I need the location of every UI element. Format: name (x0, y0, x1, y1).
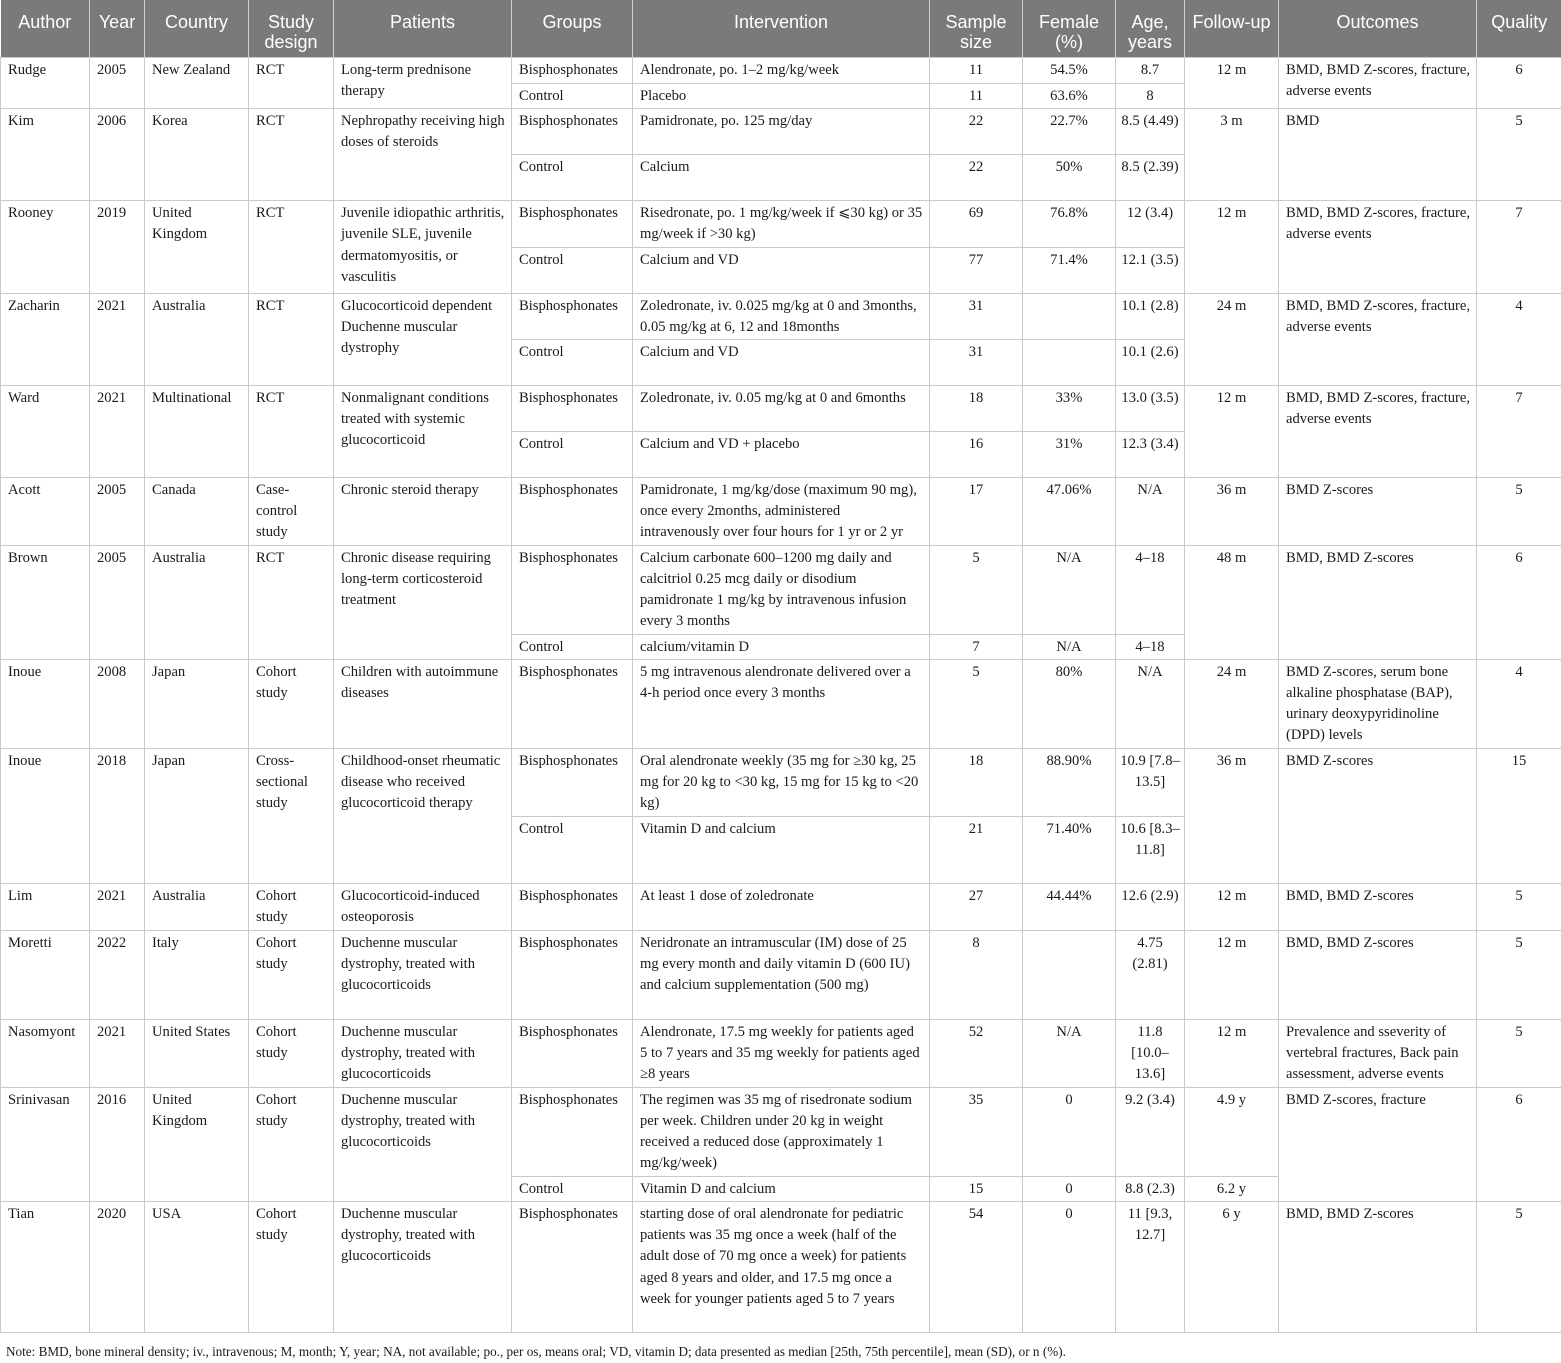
age-cell: 8.5 (4.49) (1116, 109, 1185, 155)
group-cell: Control (512, 84, 633, 109)
column-header: Author (1, 0, 90, 58)
group-cell: Bisphosphonates (512, 201, 633, 247)
followup-cell: 4.9 y (1185, 1087, 1279, 1176)
design-cell: Cohort study (249, 883, 334, 930)
followup-cell: 12 m (1185, 930, 1279, 1019)
patients-cell: Glucocorticoid dependent Duchenne muscular dystrophy (334, 293, 512, 385)
country-cell: United Kingdom (145, 1087, 249, 1201)
country-cell: New Zealand (145, 58, 249, 109)
age-cell: 4.75 (2.81) (1116, 930, 1185, 1019)
author-cell: Inoue (1, 659, 90, 748)
patients-cell: Nonmalignant conditions treated with systemic glucocorticoid (334, 386, 512, 478)
patients-cell: Duchenne muscular dystrophy, treated with glucocorticoids (334, 930, 512, 1019)
intervention-cell: Risedronate, po. 1 mg/kg/week if ⩽30 kg) or 35 mg/week if >30 kg) (633, 201, 930, 247)
column-header: Follow-up (1185, 0, 1279, 58)
country-cell: United Kingdom (145, 201, 249, 293)
sample-size-cell: 54 (930, 1202, 1023, 1333)
year-cell: 2005 (90, 58, 145, 109)
followup-cell: 48 m (1185, 545, 1279, 659)
year-cell: 2005 (90, 545, 145, 659)
author-cell: Brown (1, 545, 90, 659)
design-cell: Cohort study (249, 930, 334, 1019)
followup-cell: 36 m (1185, 748, 1279, 883)
female-percent-cell (1023, 340, 1116, 386)
table-row (1, 1087, 1561, 1176)
quality-cell: 4 (1477, 293, 1561, 385)
female-percent-cell: 22.7% (1023, 109, 1116, 155)
followup-cell: 12 m (1185, 386, 1279, 478)
followup-cell: 12 m (1185, 883, 1279, 930)
group-cell: Bisphosphonates (512, 883, 633, 930)
group-cell: Control (512, 247, 633, 293)
year-cell: 2021 (90, 293, 145, 385)
group-cell: Bisphosphonates (512, 109, 633, 155)
design-cell: Cohort study (249, 1202, 334, 1333)
group-cell: Bisphosphonates (512, 478, 633, 546)
group-cell: Bisphosphonates (512, 659, 633, 748)
age-cell: 8.7 (1116, 58, 1185, 84)
country-cell: United States (145, 1019, 249, 1087)
quality-cell: 7 (1477, 201, 1561, 293)
author-cell: Inoue (1, 748, 90, 883)
column-header: Quality (1477, 0, 1561, 58)
year-cell: 2021 (90, 1019, 145, 1087)
column-header: Female (%) (1023, 0, 1116, 58)
outcomes-cell: BMD, BMD Z-scores, fracture, adverse events (1279, 201, 1477, 293)
intervention-cell: calcium/vitamin D (633, 634, 930, 659)
intervention-cell: Zoledronate, iv. 0.025 mg/kg at 0 and 3months, 0.05 mg/kg at 6, 12 and 18months (633, 293, 930, 339)
followup-cell: 24 m (1185, 293, 1279, 385)
female-percent-cell: N/A (1023, 545, 1116, 634)
country-cell: Korea (145, 109, 249, 201)
group-cell: Control (512, 816, 633, 883)
year-cell: 2019 (90, 201, 145, 293)
column-header: Study design (249, 0, 334, 58)
author-cell: Ward (1, 386, 90, 478)
intervention-cell: Pamidronate, po. 125 mg/day (633, 109, 930, 155)
quality-cell: 5 (1477, 883, 1561, 930)
outcomes-cell: BMD, BMD Z-scores (1279, 930, 1477, 1019)
sample-size-cell: 15 (930, 1176, 1023, 1201)
table-note: Note: BMD, bone mineral density; iv., intravenous; M, month; Y, year; NA, not available; po., per os, means oral; VD, vitamin D; data presented as median [25th, 75th percentile], mean (SD), or n (%). (6, 1344, 1066, 1359)
design-cell: RCT (249, 545, 334, 659)
group-cell: Control (512, 634, 633, 659)
sample-size-cell: 8 (930, 930, 1023, 1019)
quality-cell: 6 (1477, 1087, 1561, 1201)
patients-cell: Duchenne muscular dystrophy, treated with glucocorticoids (334, 1087, 512, 1201)
female-percent-cell: 0 (1023, 1176, 1116, 1201)
design-cell: RCT (249, 201, 334, 293)
quality-cell: 5 (1477, 1019, 1561, 1087)
year-cell: 2021 (90, 883, 145, 930)
age-cell: N/A (1116, 478, 1185, 546)
intervention-cell: 5 mg intravenous alendronate delivered over a 4-h period once every 3 months (633, 659, 930, 748)
sample-size-cell: 52 (930, 1019, 1023, 1087)
intervention-cell: Calcium and VD + placebo (633, 432, 930, 478)
age-cell: 9.2 (3.4) (1116, 1087, 1185, 1176)
group-cell: Bisphosphonates (512, 545, 633, 634)
sample-size-cell: 17 (930, 478, 1023, 546)
group-cell: Bisphosphonates (512, 386, 633, 432)
table-row (1, 293, 1561, 339)
design-cell: Case-control study (249, 478, 334, 546)
sample-size-cell: 22 (930, 109, 1023, 155)
author-cell: Zacharin (1, 293, 90, 385)
year-cell: 2018 (90, 748, 145, 883)
country-cell: Italy (145, 930, 249, 1019)
followup-cell: 12 m (1185, 1019, 1279, 1087)
sample-size-cell: 5 (930, 659, 1023, 748)
outcomes-cell: BMD, BMD Z-scores (1279, 545, 1477, 659)
design-cell: Cross-sectional study (249, 748, 334, 883)
intervention-cell: The regimen was 35 mg of risedronate sodium per week. Children under 20 kg in weight received a reduced dose (approximately 1 mg/kg/week) (633, 1087, 930, 1176)
outcomes-cell: BMD, BMD Z-scores, fracture, adverse events (1279, 386, 1477, 478)
author-cell: Rooney (1, 201, 90, 293)
sample-size-cell: 21 (930, 816, 1023, 883)
followup-cell: 3 m (1185, 109, 1279, 201)
female-percent-cell (1023, 293, 1116, 339)
table-header (1, 0, 1561, 58)
year-cell: 2021 (90, 386, 145, 478)
outcomes-cell: BMD, BMD Z-scores (1279, 1202, 1477, 1333)
year-cell: 2022 (90, 930, 145, 1019)
outcomes-cell: BMD, BMD Z-scores, fracture, adverse events (1279, 58, 1477, 109)
table-row (1, 478, 1561, 546)
intervention-cell: starting dose of oral alendronate for pediatric patients was 35 mg once a week (half of the adult dose of 70 mg once a week) for patients aged 8 years and older, and 17.5 mg once a week for younger patients aged 5 to 7 years (633, 1202, 930, 1333)
table-row (1, 659, 1561, 748)
column-header: Age, years (1116, 0, 1185, 58)
table-row (1, 386, 1561, 432)
age-cell: 13.0 (3.5) (1116, 386, 1185, 432)
design-cell: RCT (249, 58, 334, 109)
outcomes-cell: Prevalence and sseverity of vertebral fractures, Back pain assessment, adverse events (1279, 1019, 1477, 1087)
group-cell: Bisphosphonates (512, 1202, 633, 1333)
design-cell: RCT (249, 386, 334, 478)
age-cell: 10.9 [7.8–13.5] (1116, 748, 1185, 816)
intervention-cell: Oral alendronate weekly (35 mg for ≥30 kg, 25 mg for 20 kg to <30 kg, 15 mg for 15 kg to <20 kg) (633, 748, 930, 816)
country-cell: Japan (145, 748, 249, 883)
header-row (1, 0, 1561, 58)
intervention-cell: Vitamin D and calcium (633, 1176, 930, 1201)
author-cell: Moretti (1, 930, 90, 1019)
group-cell: Bisphosphonates (512, 930, 633, 1019)
quality-cell: 4 (1477, 659, 1561, 748)
group-cell: Control (512, 340, 633, 386)
outcomes-cell: BMD Z-scores, serum bone alkaline phosphatase (BAP), urinary deoxypyridinoline (DPD) levels (1279, 659, 1477, 748)
table-row (1, 545, 1561, 634)
outcomes-cell: BMD, BMD Z-scores (1279, 883, 1477, 930)
table-row (1, 930, 1561, 1019)
intervention-cell: Neridronate an intramuscular (IM) dose of 25 mg every month and daily vitamin D (600 IU) and calcium supplementation (500 mg) (633, 930, 930, 1019)
female-percent-cell: N/A (1023, 634, 1116, 659)
group-cell: Bisphosphonates (512, 748, 633, 816)
quality-cell: 6 (1477, 58, 1561, 109)
female-percent-cell: 33% (1023, 386, 1116, 432)
table-row (1, 748, 1561, 816)
table-row (1, 201, 1561, 247)
design-cell: Cohort study (249, 1087, 334, 1201)
sample-size-cell: 7 (930, 634, 1023, 659)
group-cell: Bisphosphonates (512, 1087, 633, 1176)
column-header: Intervention (633, 0, 930, 58)
column-header: Sample size (930, 0, 1023, 58)
female-percent-cell: 88.90% (1023, 748, 1116, 816)
quality-cell: 7 (1477, 386, 1561, 478)
author-cell: Kim (1, 109, 90, 201)
group-cell: Control (512, 432, 633, 478)
followup-cell: 6 y (1185, 1202, 1279, 1333)
table-row (1, 1202, 1561, 1333)
quality-cell: 5 (1477, 1202, 1561, 1333)
design-cell: Cohort study (249, 659, 334, 748)
design-cell: RCT (249, 293, 334, 385)
followup-cell: 24 m (1185, 659, 1279, 748)
sample-size-cell: 31 (930, 293, 1023, 339)
sample-size-cell: 69 (930, 201, 1023, 247)
country-cell: USA (145, 1202, 249, 1333)
country-cell: Australia (145, 293, 249, 385)
female-percent-cell: 50% (1023, 155, 1116, 201)
female-percent-cell: 0 (1023, 1202, 1116, 1333)
age-cell: 8.8 (2.3) (1116, 1176, 1185, 1201)
table-row (1, 109, 1561, 155)
author-cell: Lim (1, 883, 90, 930)
year-cell: 2008 (90, 659, 145, 748)
age-cell: 12 (3.4) (1116, 201, 1185, 247)
quality-cell: 5 (1477, 930, 1561, 1019)
quality-cell: 5 (1477, 109, 1561, 201)
age-cell: 11.8 [10.0–13.6] (1116, 1019, 1185, 1087)
age-cell: N/A (1116, 659, 1185, 748)
age-cell: 10.6 [8.3–11.8] (1116, 816, 1185, 883)
country-cell: Canada (145, 478, 249, 546)
patients-cell: Childhood-onset rheumatic disease who received glucocorticoid therapy (334, 748, 512, 883)
intervention-cell: Calcium (633, 155, 930, 201)
column-header: Outcomes (1279, 0, 1477, 58)
sample-size-cell: 5 (930, 545, 1023, 634)
author-cell: Acott (1, 478, 90, 546)
female-percent-cell: 47.06% (1023, 478, 1116, 546)
patients-cell: Long-term prednisone therapy (334, 58, 512, 109)
group-cell: Bisphosphonates (512, 1019, 633, 1087)
outcomes-cell: BMD (1279, 109, 1477, 201)
column-header: Groups (512, 0, 633, 58)
age-cell: 8.5 (2.39) (1116, 155, 1185, 201)
quality-cell: 6 (1477, 545, 1561, 659)
group-cell: Control (512, 1176, 633, 1201)
country-cell: Australia (145, 545, 249, 659)
table-row (1, 883, 1561, 930)
quality-cell: 5 (1477, 478, 1561, 546)
intervention-cell: Placebo (633, 84, 930, 109)
intervention-cell: Zoledronate, iv. 0.05 mg/kg at 0 and 6months (633, 386, 930, 432)
country-cell: Japan (145, 659, 249, 748)
female-percent-cell: 44.44% (1023, 883, 1116, 930)
outcomes-cell: BMD Z-scores, fracture (1279, 1087, 1477, 1201)
followup-cell: 36 m (1185, 478, 1279, 546)
female-percent-cell: 71.4% (1023, 247, 1116, 293)
patients-cell: Nephropathy receiving high doses of steroids (334, 109, 512, 201)
sample-size-cell: 27 (930, 883, 1023, 930)
female-percent-cell: 0 (1023, 1087, 1116, 1176)
sample-size-cell: 11 (930, 84, 1023, 109)
patients-cell: Chronic steroid therapy (334, 478, 512, 546)
group-cell: Bisphosphonates (512, 293, 633, 339)
outcomes-cell: BMD Z-scores (1279, 748, 1477, 883)
column-header: Year (90, 0, 145, 58)
intervention-cell: At least 1 dose of zoledronate (633, 883, 930, 930)
age-cell: 12.1 (3.5) (1116, 247, 1185, 293)
outcomes-cell: BMD, BMD Z-scores, fracture, adverse events (1279, 293, 1477, 385)
female-percent-cell: 31% (1023, 432, 1116, 478)
patients-cell: Duchenne muscular dystrophy, treated with glucocorticoids (334, 1202, 512, 1333)
author-cell: Nasomyont (1, 1019, 90, 1087)
table-row (1, 1019, 1561, 1087)
age-cell: 8 (1116, 84, 1185, 109)
column-header: Patients (334, 0, 512, 58)
age-cell: 12.6 (2.9) (1116, 883, 1185, 930)
patients-cell: Duchenne muscular dystrophy, treated with glucocorticoids (334, 1019, 512, 1087)
intervention-cell: Alendronate, 17.5 mg weekly for patients aged 5 to 7 years and 35 mg weekly for patients aged ≥8 years (633, 1019, 930, 1087)
age-cell: 12.3 (3.4) (1116, 432, 1185, 478)
intervention-cell: Alendronate, po. 1–2 mg/kg/week (633, 58, 930, 84)
sample-size-cell: 31 (930, 340, 1023, 386)
followup-cell: 6.2 y (1185, 1176, 1279, 1201)
sample-size-cell: 18 (930, 386, 1023, 432)
quality-cell: 15 (1477, 748, 1561, 883)
intervention-cell: Calcium and VD (633, 340, 930, 386)
intervention-cell: Calcium carbonate 600–1200 mg daily and calcitriol 0.25 mcg daily or disodium pamidronate 1 mg/kg by intravenous infusion every 3 months (633, 545, 930, 634)
group-cell: Bisphosphonates (512, 58, 633, 84)
female-percent-cell: 76.8% (1023, 201, 1116, 247)
table-body (1, 58, 1561, 1333)
group-cell: Control (512, 155, 633, 201)
table-row (1, 58, 1561, 84)
intervention-cell: Pamidronate, 1 mg/kg/dose (maximum 90 mg), once every 2months, administered intravenously over four hours for 1 yr or 2 yr (633, 478, 930, 546)
year-cell: 2006 (90, 109, 145, 201)
country-cell: Australia (145, 883, 249, 930)
sample-size-cell: 77 (930, 247, 1023, 293)
age-cell: 4–18 (1116, 634, 1185, 659)
age-cell: 10.1 (2.6) (1116, 340, 1185, 386)
followup-cell: 12 m (1185, 201, 1279, 293)
female-percent-cell: 80% (1023, 659, 1116, 748)
sample-size-cell: 11 (930, 58, 1023, 84)
sample-size-cell: 18 (930, 748, 1023, 816)
design-cell: Cohort study (249, 1019, 334, 1087)
year-cell: 2005 (90, 478, 145, 546)
female-percent-cell (1023, 930, 1116, 1019)
intervention-cell: Calcium and VD (633, 247, 930, 293)
age-cell: 10.1 (2.8) (1116, 293, 1185, 339)
age-cell: 11 [9.3, 12.7] (1116, 1202, 1185, 1333)
design-cell: RCT (249, 109, 334, 201)
patients-cell: Children with autoimmune diseases (334, 659, 512, 748)
followup-cell: 12 m (1185, 58, 1279, 109)
year-cell: 2020 (90, 1202, 145, 1333)
female-percent-cell: 71.40% (1023, 816, 1116, 883)
female-percent-cell: 54.5% (1023, 58, 1116, 84)
country-cell: Multinational (145, 386, 249, 478)
author-cell: Tian (1, 1202, 90, 1333)
female-percent-cell: 63.6% (1023, 84, 1116, 109)
sample-size-cell: 35 (930, 1087, 1023, 1176)
outcomes-cell: BMD Z-scores (1279, 478, 1477, 546)
column-header: Country (145, 0, 249, 58)
patients-cell: Chronic disease requiring long-term corticosteroid treatment (334, 545, 512, 659)
author-cell: Srinivasan (1, 1087, 90, 1201)
sample-size-cell: 16 (930, 432, 1023, 478)
age-cell: 4–18 (1116, 545, 1185, 634)
intervention-cell: Vitamin D and calcium (633, 816, 930, 883)
year-cell: 2016 (90, 1087, 145, 1201)
sample-size-cell: 22 (930, 155, 1023, 201)
author-cell: Rudge (1, 58, 90, 109)
patients-cell: Juvenile idiopathic arthritis, juvenile SLE, juvenile dermatomyositis, or vasculitis (334, 201, 512, 293)
female-percent-cell: N/A (1023, 1019, 1116, 1087)
patients-cell: Glucocorticoid-induced osteoporosis (334, 883, 512, 930)
